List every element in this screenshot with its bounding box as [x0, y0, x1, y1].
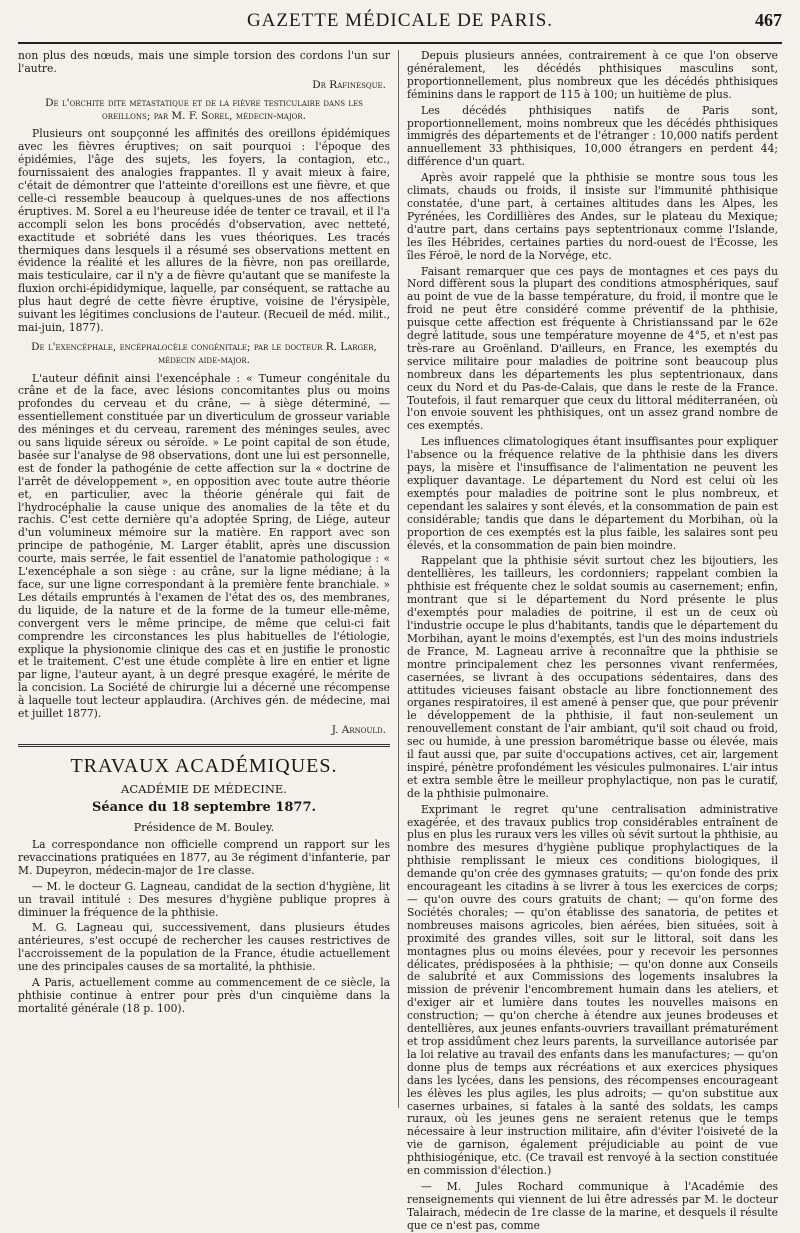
session-date: Séance du 18 septembre 1877.: [91, 799, 317, 815]
right-paragraph: Les décédés phthisiques natifs de Paris sont, proportionnellement, moins nombreux que les décédés phthisiques immigrés des départements et de l'étranger : 10,000 natifs perdent annuellement 33 phthisiques, 10,000 étrangers en perdent 44; différence d'un quart.: [407, 103, 778, 169]
right-paragraph: Les influences climatologiques étant insuffisantes pour expliquer l'absence ou la fréquence relative de la phthisie dans les divers pays, la misère et l'insuffisance de l'alimentation ne peuvent les expliquer davantage. Le département du Nord est celui où les exemptés pour maladies de poitrine sont le plus nombreux, et cependant les salaires y sont élevés, et la consommation de pain est considérable; tandis que dans le département du Morbihan, où la proportion de ces exemptés est la plus faible, les salaires sont peu élevés, et la consommation de pain bien moindre.: [407, 435, 778, 552]
section-paragraph: — M. le docteur G. Lagneau, candidat de la section d'hygiène, lit un travail intitulé : Des mesures d'hygiène publique propres à diminuer la fréquence de la phthisie.: [18, 879, 390, 919]
article-heading-exencephale: De l'exencéphale, encéphalocèle congénitale; par le docteur R. Larger, médecin aide-major.: [31, 340, 377, 366]
right-paragraph: Depuis plusieurs années, contrairement à ce que l'on observe généralement, les décédés phthisiques masculins sont, proportionnellement, plus nombreux que les décédés phthisiques féminins dans le rapport de 115 à 100; un huitième de plus.: [407, 49, 778, 101]
journal-title: GAZETTE MÉDICALE DE PARIS.: [246, 10, 554, 31]
right-paragraph: Exprimant le regret qu'une centralisation administrative exagérée, et des travaux publics trop considérables entraînent de plus en plus les ruraux vers les villes où sévit surtout la phthisie, au nombre des mesures d'hygiène publique prophylactiques de la phthisie remplissant le mieux ces conditions biologiques, il demande qu'on crée des gymnases gratuits; — qu'on fonde des prix encourageant les citadins à se livrer à tous les exercices de corps; — qu'on ouvre des cours gratuits de chant; — qu'on forme des Sociétés chorales; — qu'on établisse des sanatoria, de petites et nombreuses maisons agricoles, bien aérées, bien situées, soit à proximité des grandes villes, soit sur le littoral, soit dans les montagnes plus ou moins élevées, pour y recevoir les personnes délicates, prédisposées à la phthisie; — qu'on donne aux Conseils de salubrité et aux Commissions des logements insalubres la mission de prévenir l'encombrement humain dans les ateliers, et d'exiger air et lumière dans toutes les nouvelles maisons en construction; — qu'on cherche à étendre aux jeunes brodeuses et dentellières, aux jeunes enfants-ouvriers travaillant prématurément et trop assidûment chez leurs parents, la surveillance autorisée par la loi relative au travail des enfants dans les manufactures; — qu'on donne plus de temps aux récréations et aux exercices physiques dans les lycées, dans les pensions, des récompenses encourageant les élèves les plus agiles, les plus adroits; — qu'on substitue aux casernes urbaines, si fatales à la santé des soldats, les camps ruraux, où les jeunes gens ne seraient retenus que le temps nécessaire à leur instruction militaire, afin d'éviter l'oisiveté de la vie de garnison, également préjudiciable au point de vue phthisiogénique, etc. (Ce travail est renvoyé à la section constituée en commission d'élection.): [407, 802, 778, 1178]
section-paragraph: La correspondance non officielle comprend un rapport sur les revaccinations pratiquées en 1877, au 3e régiment d'infanterie, par M. Dupeyron, médecin-major de 1re classe.: [18, 837, 390, 877]
section-title: TRAVAUX ACADÉMIQUES.: [70, 754, 338, 777]
section-subtitle: ACADÉMIE DE MÉDECINE.: [121, 781, 287, 796]
section-divider: [18, 744, 390, 747]
intro-text: non plus des nœuds, mais une simple torsion des cordons l'un sur l'autre.: [18, 49, 390, 75]
columns: [18, 49, 782, 1232]
article-heading-orchite: De l'orchite dite métastatique et de la fièvre testiculaire dans les oreillons; par M. F. Sorel, médecin-major.: [45, 96, 363, 122]
right-column: [398, 49, 778, 1232]
right-paragraph: Rappelant que la phthisie sévit surtout chez les bijoutiers, les dentellières, les tailleurs, les cordonniers; rappelant combien la phthisie est fréquente chez le soldat soumis au casernement; enfin, montrant que si le département du Nord présente le plus d'exemptés pour maladies de poitrine, il est un de ceux où l'industrie occupe le plus d'habitants, tandis que le département du Morbihan, ayant le moins d'exemptés, est l'un des moins industriels de France, M. Lagneau arrive à reconnaître que la phthisie se montre principalement chez les personnes vivant renfermées, casernées, se livrant à des occupations sédentaires, dans des attitudes vicieuses faisant obstacle au libre fonctionnement des organes respiratoires, il est amené à penser que, que pour prévenir le développement de la phthisie, il faut non-seulement un renouvellement constant de l'air ambiant, qu'il soit chaud ou froid, sec ou humide, à une pression barométrique basse ou élevée, mais il faut aussi que, par suite d'occupations actives, cet air, largement inspiré, pénètre profondément les vésicules pulmonaires. L'air intus et extra semble être le meilleur prophylactique, non pas le curatif, de la phthisie pulmonaire.: [407, 554, 778, 800]
right-paragraph: Faisant remarquer que ces pays de montagnes et ces pays du Nord diffèrent sous la plupart des conditions atmosphériques, sauf au point de vue de la basse température, du froid, il montre que le froid ne peut être considéré comme préventif de la phthisie, puisque cette affection est fréquente à Christianssand par le 62e degré latitude, sous une température moyenne de 4°5, et n'est pas très-rare au Groënland. D'ailleurs, en France, les exemptés du service militaire pour maladies de poitrine sont beaucoup plus nombreux dans les départements les plus septentrionaux, dans ceux du Nord et du Pas-de-Calais, que dans le reste de la France. Toutefois, il faut remarquer que ceux du littoral méditerranéen, où l'on envoie souvent les phthisiques, ont un assez grand nombre de ces exemptés.: [407, 264, 778, 433]
right-paragraph: Après avoir rappelé que la phthisie se montre sous tous les climats, chauds ou froids, il insiste sur l'immunité phthisique constatée, d'une part, à certaines altitudes dans les Alpes, les Pyrénées, les Cordillières des Andes, sur le plateau du Mexique; d'autre part, dans certains pays septentrionaux comme l'Islande, les îles Hébrides, certaines parties du nord-ouest de l'Écosse, les îles Féroë, le nord de la Norvége, etc.: [407, 171, 778, 262]
presidency: Présidence de M. Bouley.: [133, 820, 275, 834]
page-number: 467: [754, 10, 782, 30]
section-paragraph: A Paris, actuellement comme au commencement de ce siècle, la phthisie continue à entrer pour près d'un cinquième dans la mortalité générale (18 p. 100).: [18, 976, 390, 1015]
article-body-exencephale: L'auteur définit ainsi l'exencéphale : « Tumeur congénitale du crâne et de la face, avec lésions concomitantes plus ou moins profondes du cerveau et du crâne, — à siège déterminé, — essentiellement constituée par un diverticulum de grosseur variable des méninges et du cerveau, rarement des méninges seules, avec ou sans liquide séreux ou séroïde. » Le point capital de son étude, basée sur l'analyse de 98 observations, dont une lui est personnelle, est de fonder la pathogénie de cette affection sur la « doctrine de l'arrêt de développement », en opposition avec toute autre théorie et, en particulier, avec la théorie générale qui fait de l'hydrocéphalie la cause unique des anomalies de la tête et du rachis. C'est cette dernière qu'a adoptée Spring, de Liége, auteur d'un volumineux mémoire sur la matière. En rapport avec son principe de pathogénie, M. Larger établit, après une discussion courte, mais serrée, le fait essentiel de l'anatomie pathologique : « L'exencéphale a son siège : au crâne, sur la ligne médiane; à la face, sur une ligne correspondant à la première fente branchiale. » Les détails empruntés à l'examen de l'état des os, des membranes, du liquide, de la nature et de la forme de la tumeur elle-même, convergent vers le même principe, de même que celui-ci fait comprendre les circonstances les plus habituelles de l'étiologie, explique la physionomie clinique des cas et en justifie le pronostic et le traitement. C'est une étude complète à lire en entier et ligne par ligne, l'auteur ayant, à un degré presque exagéré, le mérite de la concision. La Société de chirurgie lui a décerné une récompense à laquelle tout lecteur applaudira. (Archives gén. de médecine, mai et juillet 1877).: [18, 371, 390, 721]
article-signature: J. Arnould.: [331, 723, 386, 736]
article-body-orchite: Plusieurs ont soupçonné les affinités des oreillons épidémiques avec les fièvres éruptives; on sait pourquoi : l'époque des épidémies, l'âge des sujets, les foyers, la contagion, etc., fournissaient des analogies frappantes. Il y avait mieux à faire, c'était de démontrer que l'atteinte d'oreillons est une fièvre, et que celle-ci ressemble beaucoup à quelques-unes de nos affections éruptives. M. Sorel a eu l'heureuse idée de tenter ce travail, et il l'a accompli selon les bons procédés d'observation, avec netteté, exactitude et sobriété dans les vues théoriques. Les tracés thermiques dans lesquels il a résumé ses observations mettent en évidence la réalité et les allures de la fièvre, non pas oreillarde, mais testiculaire, car il n'y a de fièvre qu'autant que se manifeste la fluxion orchi-épididymique, laquelle, par conséquent, se rattache au plus haut degré de cette fièvre éruptive, voisine de l'érysipèle, suivant les légitimes conclusions de l'auteur. (Recueil de méd. milit., mai-juin, 1877).: [18, 127, 390, 334]
intro-signature: Dr Rafinesque.: [312, 78, 386, 91]
section-paragraph: M. G. Lagneau qui, successivement, dans plusieurs études antérieures, s'est occupé de rechercher les causes restrictives de l'accroissement de la population de la France, étudie actuellement une des principales causes de sa mortalité, la phthisie.: [18, 921, 390, 974]
left-column: [18, 50, 398, 1108]
right-paragraph: — M. Jules Rochard communique à l'Académie des renseignements qui viennent de lui être adressés par M. le docteur Talairach, médecin de 1re classe de la marine, et desquels il résulte que ce n'est pas, comme: [407, 1179, 778, 1232]
page-header: [18, 10, 782, 44]
